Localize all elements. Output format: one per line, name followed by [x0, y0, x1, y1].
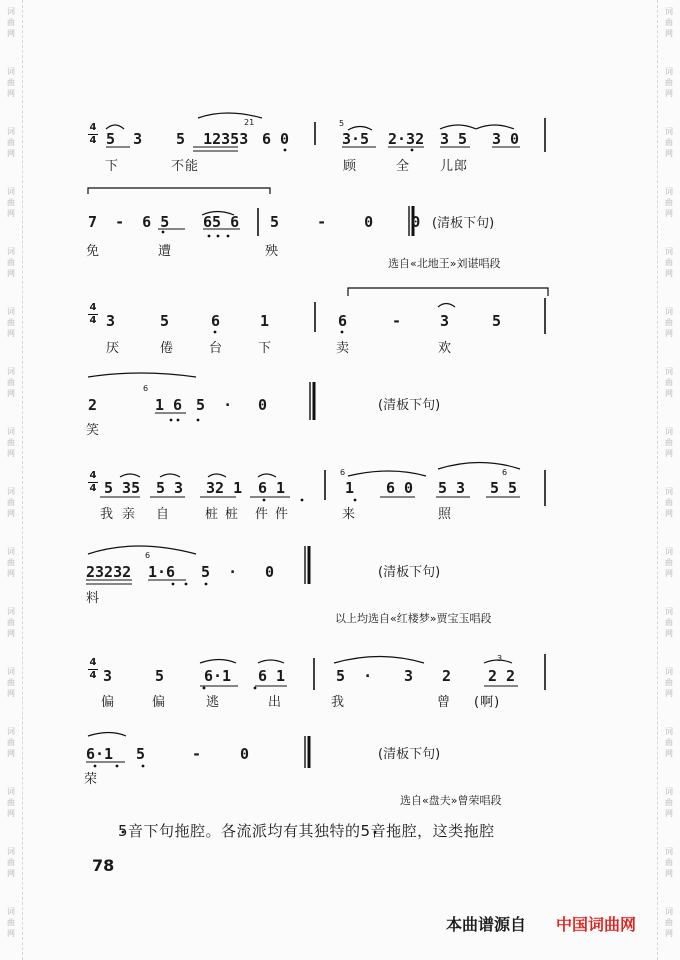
- grace-note: 21: [244, 118, 255, 127]
- note: 3: [106, 312, 116, 330]
- note-group: 7 - 6 5: [88, 213, 170, 231]
- phrase-label: (清板下句): [378, 747, 441, 762]
- watermark-glyphs: 词 曲 网: [665, 307, 673, 338]
- note-group: 6 0: [262, 130, 290, 148]
- lyric: 逃: [206, 695, 221, 710]
- note-group: 5 3: [156, 479, 184, 497]
- note-group: 5 5: [490, 479, 518, 497]
- note: 1: [345, 479, 355, 497]
- source-note: 选自«盘夫»曾荣唱段: [400, 794, 502, 807]
- note-group: 23232: [86, 563, 132, 581]
- grace-note: 6: [340, 468, 346, 477]
- time-signature: 4 4: [89, 470, 97, 494]
- lyric: 曾: [437, 695, 452, 710]
- lyric: 全: [396, 159, 411, 174]
- watermark-glyphs: 词 曲 网: [7, 247, 15, 278]
- watermark-glyphs: 词 曲 网: [665, 907, 673, 938]
- watermark-glyphs: 词 曲 网: [665, 127, 673, 158]
- note: 5: [155, 667, 165, 685]
- note: 0: [258, 396, 268, 414]
- lyric: 我: [100, 507, 115, 522]
- watermark-glyphs: 词 曲 网: [7, 907, 15, 938]
- watermark-glyphs: 词 曲 网: [665, 7, 673, 38]
- note: 0: [265, 563, 275, 581]
- note-group: 6·1: [204, 667, 232, 685]
- watermark-glyphs: 词 曲 网: [665, 787, 673, 818]
- lyric: 欢: [438, 341, 453, 356]
- lyric: 件: [255, 507, 270, 522]
- note-group: 3 0: [492, 130, 520, 148]
- watermark-glyphs: 词 曲 网: [7, 667, 15, 698]
- note: 5: [160, 312, 170, 330]
- lyric: 偏: [152, 695, 167, 710]
- note-group: 1 6: [155, 396, 183, 414]
- note: 6: [338, 312, 348, 330]
- watermark-glyphs: 词 曲 网: [7, 187, 15, 218]
- watermark-glyphs: 词 曲 网: [665, 607, 673, 638]
- grace-note: 6: [143, 384, 149, 393]
- note-group: 5 - 0 0: [270, 213, 421, 231]
- note-group: 5 12353: [176, 130, 249, 148]
- lyric: 台: [209, 341, 224, 356]
- lyric: 下: [105, 159, 120, 174]
- lyric: 倦: [160, 341, 175, 356]
- watermark-glyphs: 词 曲 网: [665, 427, 673, 458]
- note: 5: [492, 312, 502, 330]
- watermark-glyphs: 词 曲 网: [665, 367, 673, 398]
- watermark-glyphs: 词 曲 网: [665, 547, 673, 578]
- note-group: 5 3: [106, 130, 143, 148]
- note: 1: [260, 312, 270, 330]
- watermark-glyphs: 词 曲 网: [7, 427, 15, 458]
- watermark-glyphs: 词 曲 网: [7, 607, 15, 638]
- grace-note: 6: [502, 468, 508, 477]
- lyric: 殃: [265, 244, 280, 259]
- lyric: 儿郎: [440, 159, 469, 174]
- note-group: 5 35: [104, 479, 141, 497]
- lyric: 照: [438, 507, 453, 522]
- lyric: 来: [342, 507, 357, 522]
- lyric: 下: [258, 341, 273, 356]
- lyric: 荣: [84, 772, 99, 787]
- note-group: 6 1: [258, 667, 286, 685]
- note-group: 6·1: [86, 745, 114, 763]
- body-text: 5音下句拖腔。各流派均有其独特的5音拖腔，这类拖腔: [118, 822, 495, 840]
- note: -: [392, 312, 402, 330]
- watermark-glyphs: 词 曲 网: [7, 127, 15, 158]
- watermark-glyphs: 词 曲 网: [665, 667, 673, 698]
- watermark-glyphs: 词 曲 网: [665, 487, 673, 518]
- phrase-label: (清板下句): [378, 565, 441, 580]
- lyric: 料: [86, 591, 101, 606]
- watermark-glyphs: 词 曲 网: [7, 367, 15, 398]
- note: 0: [240, 745, 250, 763]
- watermark-glyphs: 词 曲 网: [665, 67, 673, 98]
- note-group: 5 ·: [201, 563, 238, 581]
- lyric: 顾: [343, 159, 358, 174]
- lyric: 偏: [101, 695, 116, 710]
- phrase-label: (清板下句): [378, 398, 441, 413]
- watermark-glyphs: 词 曲 网: [665, 187, 673, 218]
- note-group: 3 5: [440, 130, 468, 148]
- lyric: 出: [268, 695, 283, 710]
- note: -: [192, 745, 202, 763]
- source-label: 本曲谱源自: [446, 915, 527, 934]
- note: 6: [211, 312, 221, 330]
- lyric: 我: [331, 695, 346, 710]
- source-note: 以上均选自«红楼梦»贾宝玉唱段: [335, 612, 492, 625]
- note-group: 5 3: [438, 479, 466, 497]
- lyric: (啊): [474, 695, 501, 710]
- phrase-label: (清板下句): [432, 216, 495, 231]
- watermark-glyphs: 词 曲 网: [7, 307, 15, 338]
- source-note: 选自«北地王»刘谌唱段: [388, 257, 501, 270]
- note-group: 6 1: [258, 479, 286, 497]
- note: 3: [404, 667, 414, 685]
- lyric: 桩: [205, 507, 220, 522]
- lyric: 卖: [336, 341, 351, 356]
- watermark-glyphs: 词 曲 网: [7, 67, 15, 98]
- lyric: 遭: [158, 244, 173, 259]
- lyric: 亲: [122, 507, 137, 522]
- watermark-glyphs: 词 曲 网: [7, 727, 15, 758]
- note-group: 65 6: [203, 213, 240, 231]
- watermark-glyphs: 词 曲 网: [665, 247, 673, 278]
- lyric: 自: [156, 507, 171, 522]
- note: 3: [103, 667, 113, 685]
- note: 2: [88, 396, 98, 414]
- lyric: 件: [275, 507, 290, 522]
- lyric: 笑: [86, 423, 101, 438]
- site-link[interactable]: 中国词曲网: [556, 915, 637, 934]
- watermark-glyphs: 词 曲 网: [7, 787, 15, 818]
- grace-note: 5: [339, 119, 345, 128]
- grace-note: 3: [497, 654, 503, 663]
- note-group: 6 0: [386, 479, 414, 497]
- watermark-glyphs: 词 曲 网: [665, 847, 673, 878]
- grace-note: 6: [145, 551, 151, 560]
- note-group: 1·6: [148, 563, 176, 581]
- note: 5: [136, 745, 146, 763]
- lyric: 厌: [106, 341, 121, 356]
- note: 3: [440, 312, 450, 330]
- lyric: 桩: [225, 507, 240, 522]
- page-number: 78: [92, 856, 115, 875]
- note-group: 2 2: [488, 667, 516, 685]
- note-group: 5 ·: [336, 667, 373, 685]
- watermark-glyphs: 词 曲 网: [7, 847, 15, 878]
- time-signature: 4 4: [89, 302, 97, 326]
- note-group: 5 ·: [196, 396, 233, 414]
- note-group: 2·32: [388, 130, 425, 148]
- note-group: 32 1: [206, 479, 243, 497]
- lyric: 免: [86, 244, 101, 259]
- note: 2: [442, 667, 452, 685]
- watermark-glyphs: 词 曲 网: [7, 487, 15, 518]
- note-group: 3·5: [342, 130, 370, 148]
- time-signature: 4 4: [89, 122, 97, 146]
- lyric: 不能: [171, 159, 200, 174]
- watermark-glyphs: 词 曲 网: [665, 727, 673, 758]
- watermark-glyphs: 词 曲 网: [7, 7, 15, 38]
- time-signature: 4 4: [89, 657, 97, 681]
- watermark-glyphs: 词 曲 网: [7, 547, 15, 578]
